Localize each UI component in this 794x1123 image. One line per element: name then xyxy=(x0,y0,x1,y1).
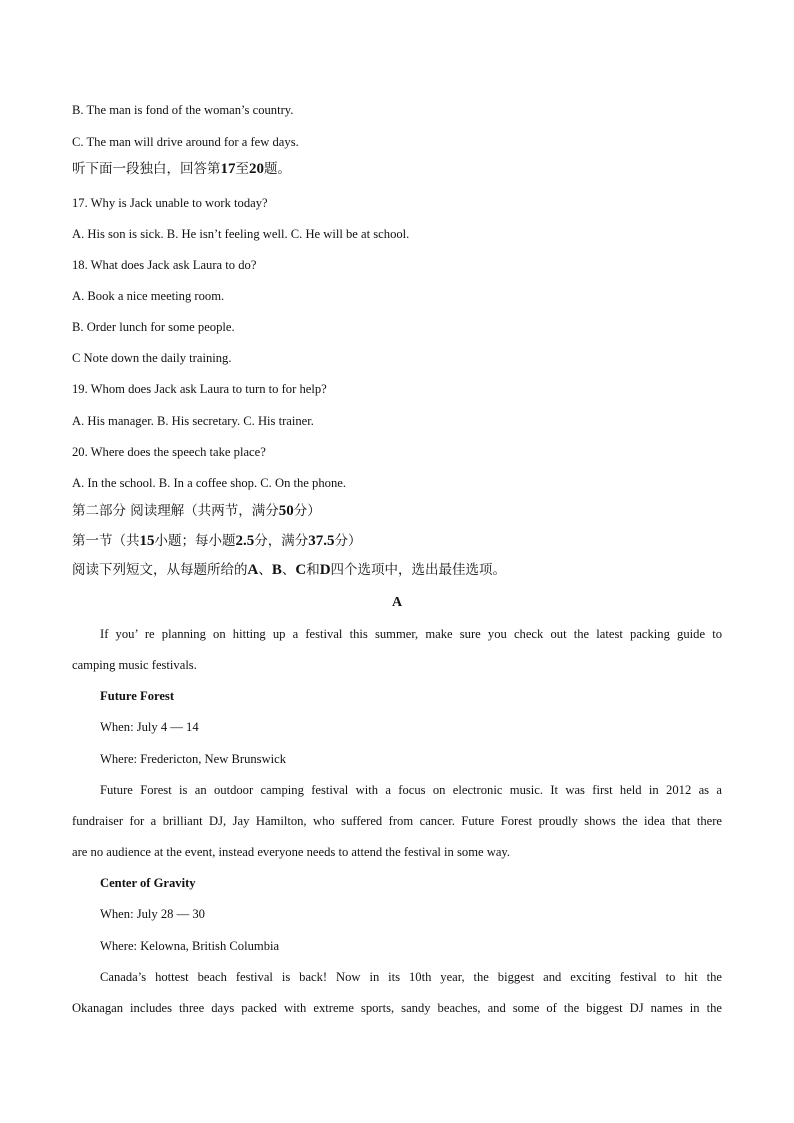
option-letter: B xyxy=(271,562,282,578)
option-letter: C xyxy=(295,562,307,578)
question-17-options: A. His son is sick. B. He isn’t feeling well. C. He will be at school. xyxy=(72,227,410,241)
instruction-text: 至 xyxy=(235,161,249,177)
reading-instruction xyxy=(72,561,722,579)
intro-line-2: camping music festivals. xyxy=(72,658,197,672)
question-20-options: A. In the school. B. In a coffee shop. C. On the phone. xyxy=(72,476,346,490)
title-number: 15 xyxy=(139,533,155,549)
reading-section-title xyxy=(72,532,722,550)
instruction-number: 17 xyxy=(220,161,236,177)
festival-where: Where: Kelowna, British Columbia xyxy=(100,939,280,953)
intro-line-1: If you’ re planning on hitting up a festival this summer, make sure you check out the latest packing guide to xyxy=(100,627,722,641)
festival-desc-line: Canada’s hottest beach festival is back! Now in its 10th year, the biggest and exciting festival to hit the xyxy=(100,970,722,984)
festival-desc-line: are no audience at the event, instead everyone needs to attend the festival in some way. xyxy=(72,845,511,859)
passage-label: A xyxy=(391,595,403,610)
question-18-option-c: C Note down the daily training. xyxy=(72,351,232,365)
reading-part-title xyxy=(72,502,722,520)
title-text: 分） xyxy=(334,533,362,549)
instruction-text: 四个选项中，选出最佳选项。 xyxy=(330,562,507,578)
title-number: 37.5 xyxy=(308,533,335,549)
title-text: 第二部分 阅读理解（共两节，满分 xyxy=(72,503,279,519)
question-19-options: A. His manager. B. His secretary. C. His trainer. xyxy=(72,414,314,428)
question-18: 18. What does Jack ask Laura to do? xyxy=(72,258,257,272)
festival-name: Center of Gravity xyxy=(100,876,196,890)
festival-desc-line: Okanagan includes three days packed with extreme sports, sandy beaches, and some of the biggest DJ names in the xyxy=(72,1001,722,1015)
question-18-option-a: A. Book a nice meeting room. xyxy=(72,289,225,303)
festival-when: When: July 28 — 30 xyxy=(100,907,205,921)
monologue-instruction xyxy=(72,160,722,178)
festival-name: Future Forest xyxy=(100,689,175,703)
instruction-text: 题。 xyxy=(264,161,291,177)
separator: 、 xyxy=(281,562,296,578)
festival-desc-line: Future Forest is an outdoor camping festival with a focus on electronic music. It was first held in 2012 as a xyxy=(100,783,722,797)
festival-where: Where: Fredericton, New Brunswick xyxy=(100,752,287,766)
question-20: 20. Where does the speech take place? xyxy=(72,445,266,459)
title-text: 分） xyxy=(293,503,321,519)
title-text: 小题；每小题 xyxy=(154,533,236,549)
instruction-text: 和 xyxy=(306,562,320,578)
title-text: 第一节（共 xyxy=(72,533,140,549)
question-19: 19. Whom does Jack ask Laura to turn to for help? xyxy=(72,382,327,396)
separator: 、 xyxy=(258,562,272,578)
question-18-option-b: B. Order lunch for some people. xyxy=(72,320,235,334)
option-letter: A xyxy=(247,562,259,578)
instruction-number: 20 xyxy=(249,161,264,177)
instruction-text: 听下面一段独白，回答第 xyxy=(72,161,221,177)
option-letter: D xyxy=(319,562,331,578)
title-number: 2.5 xyxy=(235,533,255,549)
festival-desc-line: fundraiser for a brilliant DJ, Jay Hamilton, who suffered from cancer. Future Forest proudly shows the idea that there xyxy=(72,814,722,828)
festival-when: When: July 4 — 14 xyxy=(100,720,199,734)
instruction-text: 阅读下列短文，从每题所给的 xyxy=(72,562,248,578)
q16-option-c: C. The man will drive around for a few days. xyxy=(72,135,299,149)
title-text: 分，满分 xyxy=(254,533,309,549)
title-number: 50 xyxy=(278,503,294,519)
q16-option-b: B. The man is fond of the woman’s country. xyxy=(72,103,294,117)
question-17: 17. Why is Jack unable to work today? xyxy=(72,196,268,210)
